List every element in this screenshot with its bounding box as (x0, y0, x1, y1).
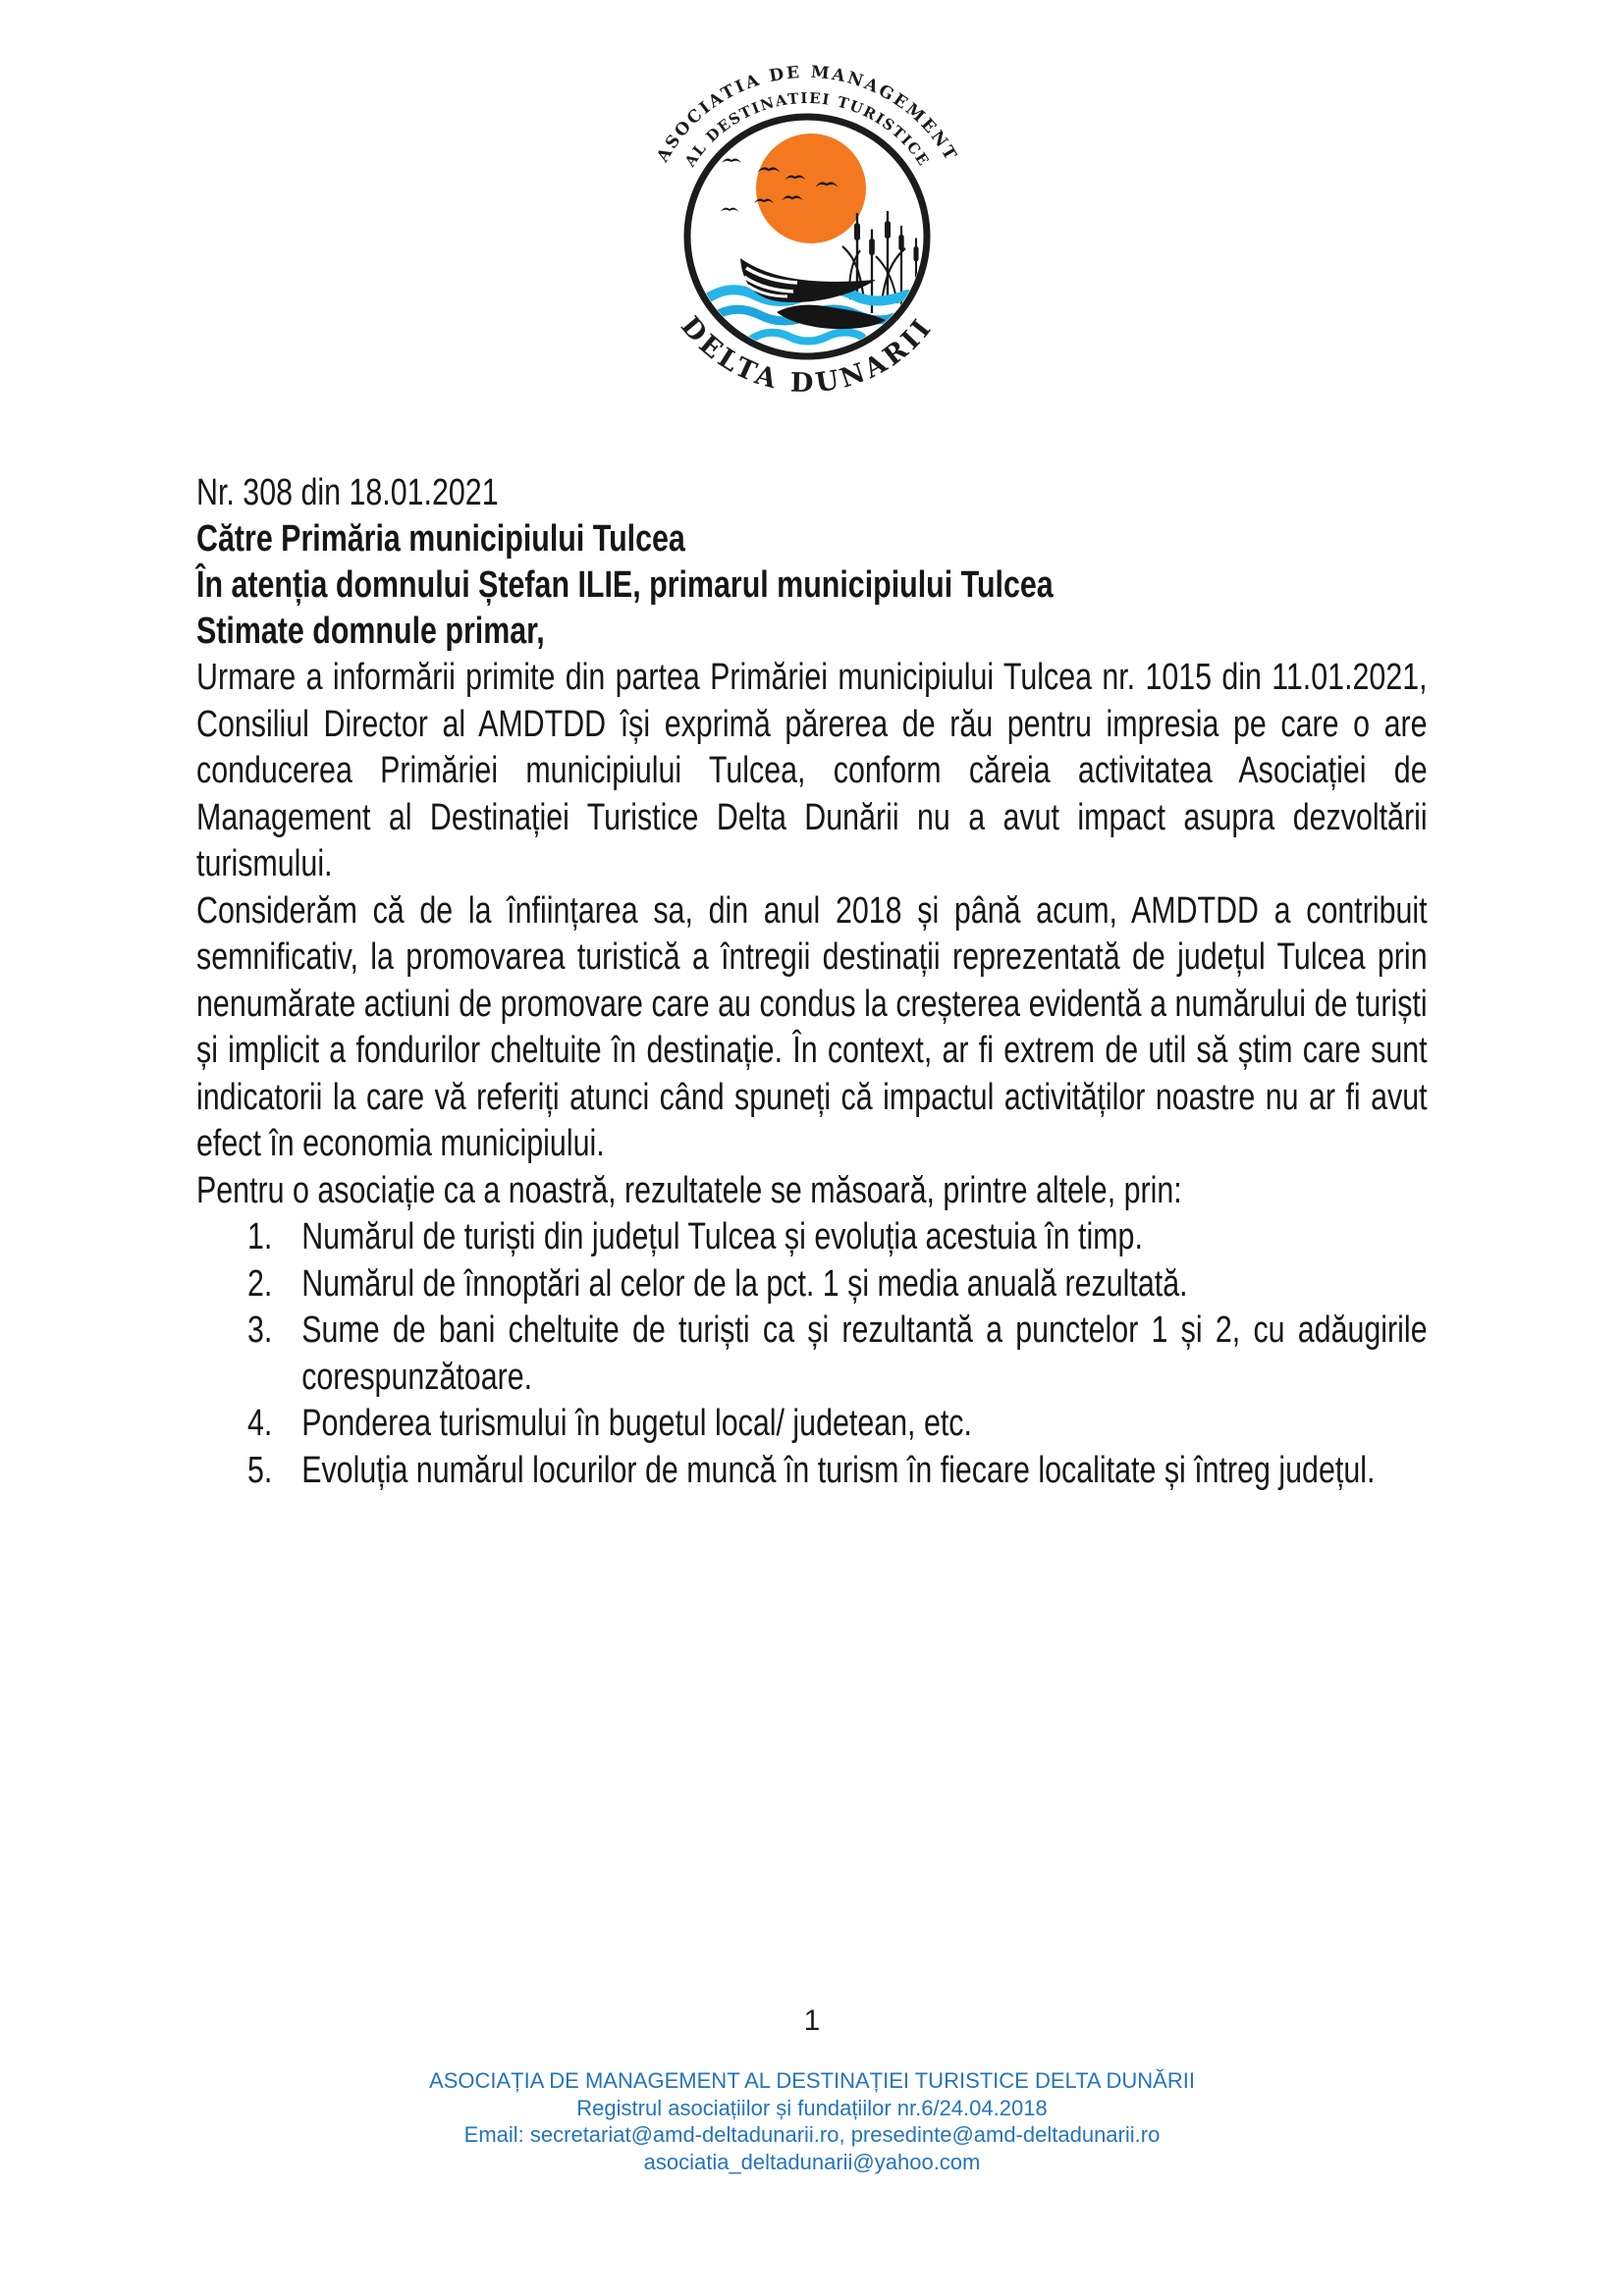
list-item-number: 3. (247, 1309, 273, 1351)
footer-email-alt-line: asociatia_deltadunarii@yahoo.com (643, 2149, 981, 2174)
page-number: 1 (803, 2004, 821, 2037)
list-item-number: 5. (247, 1449, 273, 1491)
list-item-number: 1. (247, 1216, 273, 1257)
list-item-1 (196, 1214, 1428, 1261)
footer-registry-line: Registrul asociațiilor și fundațiilor nr.6/24.04.2018 (576, 2095, 1048, 2120)
list-item-text: Evoluția numărul locurilor de muncă în turism în fiecare localitate și întreg județul. (301, 1449, 1376, 1491)
logo-arc-text-top: ASOCIATIA DE MANAGEMENT (653, 62, 961, 166)
logo-sun (756, 133, 866, 243)
paragraph-2: Considerăm că de la înființarea sa, din anul 2018 și până acum, AMDTDD a contribuit semnificativ, la promovarea turistică a întregii destinații reprezentată de județul Tulcea prin nenumărate actiuni de promovare care au condus la creșterea evidentă a numărului de turiști și implicit a fondurilor cheltuite în destinație. În context, ar fi extrem de util să știm care sunt indicatorii la care vă referiți atunci când spuneți că impactul activităților noastre nu ar fi avut efect în economia municipiului. (196, 889, 1428, 1164)
list-item-2 (196, 1261, 1428, 1308)
numbered-list (196, 1214, 1428, 1494)
document-number: Nr. 308 din 18.01.2021 (196, 472, 499, 513)
list-item-text: Sume de bani cheltuite de turiști ca și rezultantă a punctelor 1 și 2, cu adăugirile corespunzătoare. (301, 1309, 1428, 1398)
list-item-4 (196, 1401, 1428, 1448)
addressee-line-1: Către Primăria municipiului Tulcea (196, 518, 685, 560)
list-item-text: Ponderea turismului în bugetul local/ judetean, etc. (301, 1403, 972, 1444)
paragraph-1: Urmare a informării primite din partea Primăriei municipiului Tulcea nr. 1015 din 11.01.2021, Consiliul Director al AMDTDD își exprimă părerea de rău pentru impresia pe care o are conducerea Primăriei municipiului Tulcea, conform căreia activitatea Asociației de Management al Destinației Turistice Delta Dunării nu a avut impact asupra dezvoltării turismului. (196, 657, 1428, 884)
list-item-number: 4. (247, 1403, 273, 1444)
page-footer (0, 2067, 1624, 2175)
list-item-text: Numărul de turiști din județul Tulcea și evoluția acestuia în timp. (301, 1216, 1143, 1257)
list-item-number: 2. (247, 1262, 273, 1305)
logo-arc-text-middle: AL DESTINATIEI TURISTICE (680, 88, 934, 170)
org-logo (640, 54, 984, 412)
addressee-line-2: În atenția domnului Ștefan ILIE, primarul municipiului Tulcea (196, 564, 1054, 606)
footer-email-line: Email: secretariat@amd-deltadunarii.ro, presedinte@amd-deltadunarii.ro (463, 2122, 1161, 2147)
letter-body (196, 469, 1428, 1494)
list-item-3 (196, 1308, 1428, 1401)
list-item-5 (196, 1448, 1428, 1495)
salutation: Stimate domnule primar, (196, 611, 545, 652)
list-intro: Pentru o asociație ca a noastră, rezultatele se măsoară, printre altele, prin: (196, 1169, 1182, 1211)
logo-arc-text-bottom: DELTA DUNARII (675, 310, 940, 400)
footer-org-name: ASOCIAȚIA DE MANAGEMENT AL DESTINAȚIEI TURISTICE DELTA DUNĂRII (429, 2068, 1195, 2093)
list-item-text: Numărul de înnoptări al celor de la pct. 1 și media anuală rezultată. (301, 1262, 1188, 1305)
